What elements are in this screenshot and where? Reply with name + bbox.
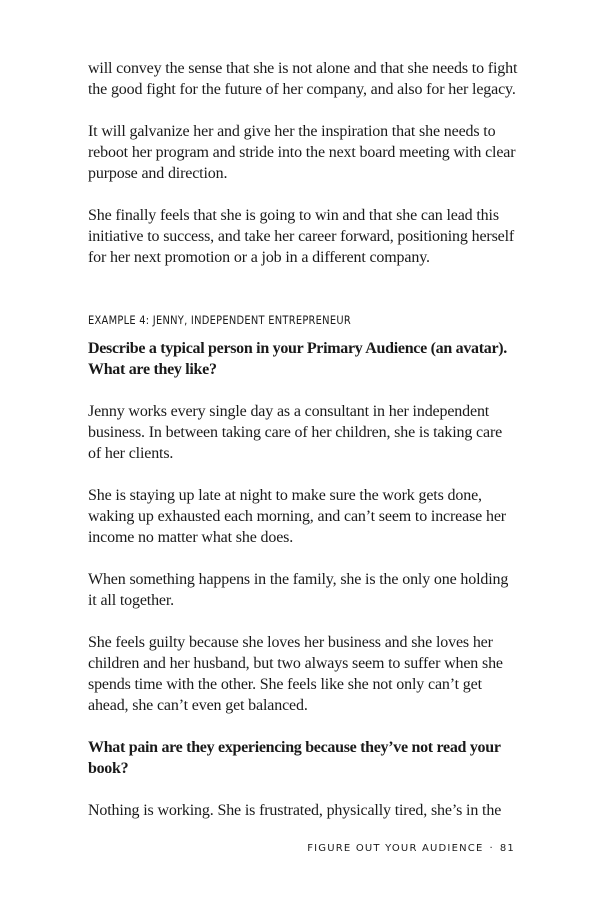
paragraph: She is staying up late at night to make sure the work gets done, waking up exhausted each morning, and can’t seem to increase her income no matter what she does. — [88, 487, 506, 546]
running-footer — [307, 843, 515, 854]
paragraph: Jenny works every single day as a consultant in her independent business. In between taking care of her children, she is taking care of her clients. — [88, 403, 503, 462]
paragraph: It will galvanize her and give her the inspiration that she needs to reboot her program and stride into the next board meeting with clear purpose and direction. — [88, 123, 516, 182]
paragraph: will convey the sense that she is not alone and that she needs to fight the good fight for the future of her company, and also for her legacy. — [88, 60, 518, 98]
question-heading: Describe a typical person in your Primary Audience (an avatar). What are they like? — [88, 340, 507, 378]
paragraph: She finally feels that she is going to win and that she can lead this initiative to success, and take her career forward, positioning herself for her next promotion or a job in a different company. — [88, 207, 515, 266]
paragraph: When something happens in the family, she is the only one holding it all together. — [88, 571, 509, 609]
paragraph: She feels guilty because she loves her business and she loves her children and her husband, but two always seem to suffer when she spends time with the other. She feels like she not only can’t get ahead, she can’t even get balanced. — [88, 634, 503, 714]
question-heading: What pain are they experiencing because they’ve not read your book? — [88, 739, 501, 777]
page-content — [88, 58, 518, 842]
example-label: EXAMPLE 4: JENNY, INDEPENDENT ENTREPRENEUR — [88, 313, 351, 327]
paragraph: Nothing is working. She is frustrated, physically tired, she’s in the — [88, 802, 502, 819]
page-number: 81 — [499, 843, 515, 854]
section-title: FIGURE OUT YOUR AUDIENCE — [307, 843, 484, 854]
footer-separator: · — [489, 843, 494, 854]
